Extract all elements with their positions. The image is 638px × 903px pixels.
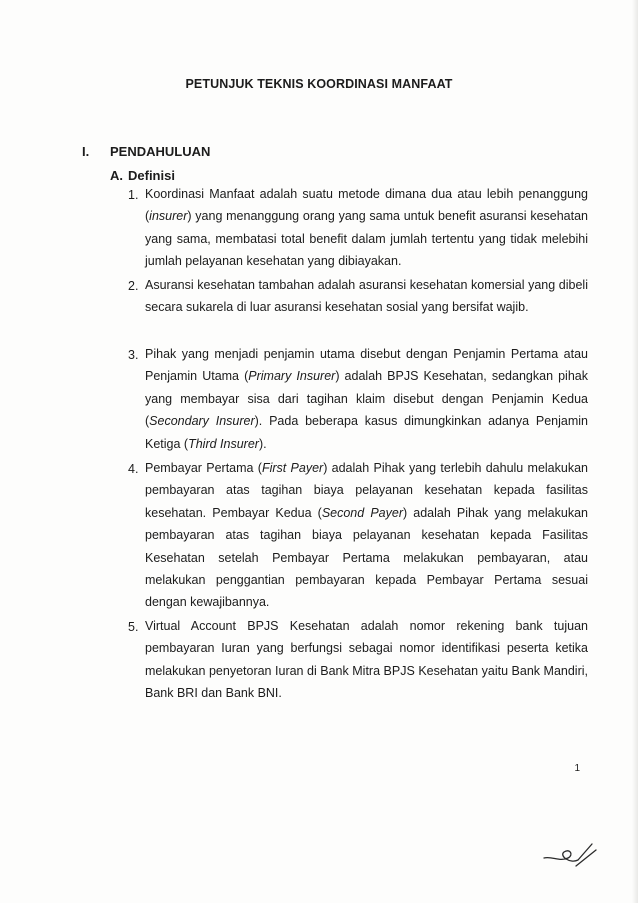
item-number: 2.	[128, 279, 139, 293]
handwritten-paraf-signature	[540, 832, 600, 872]
item-text: Koordinasi Manfaat adalah suatu metode dimana dua atau lebih penanggung (insurer) yang menanggung orang yang sama untuk benefit asuransi kesehatan yang sama, membatasi total benefit dalam jumlah tertentu yang tidak melebihi jumlah pelayanan kesehatan yang dibiayakan.	[145, 187, 588, 269]
section-number: I.	[82, 144, 90, 159]
subsection-title: Definisi	[128, 168, 175, 183]
definition-item-3	[128, 348, 588, 455]
page-number: 1	[574, 763, 580, 774]
item-text: Virtual Account BPJS Kesehatan adalah nomor rekening bank tujuan pembayaran Iuran yang berfungsi sebagai nomor identifikasi peserta ketika melakukan penyetoran Iuran di Bank Mitra BPJS Kesehatan yaitu Bank Mandiri, Bank BRI dan Bank BNI.	[145, 619, 588, 701]
item-text: Pembayar Pertama (First Payer) adalah Pihak yang terlebih dahulu melakukan pembayaran atas tagihan biaya pelayanan kesehatan kepada fasilitas kesehatan. Pembayar Kedua (Second Payer) adalah Pihak yang melakukan pembayaran atas tagihan biaya pelayanan kesehatan kepada Fasilitas Kesehatan setelah Pembayar Pertama melakukan pembayaran, atau melakukan penggantian pembayaran kepada Pembayar Pertama sesuai dengan kewajibannya.	[145, 461, 588, 610]
item-number: 1.	[128, 188, 139, 202]
definition-item-5	[128, 620, 588, 705]
subsection-letter: A.	[110, 168, 123, 183]
item-number: 4.	[128, 462, 139, 476]
item-text: Pihak yang menjadi penjamin utama disebut dengan Penjamin Pertama atau Penjamin Utama (Primary Insurer) adalah BPJS Kesehatan, sedangkan pihak yang membayar sisa dari tagihan klaim disebut dengan Penjamin Kedua (Secondary Insurer). Pada beberapa kasus dimungkinkan adanya Penjamin Ketiga (Third Insurer).	[145, 347, 588, 451]
definition-item-2	[128, 279, 588, 319]
section-title: PENDAHULUAN	[110, 144, 211, 159]
item-text: Asuransi kesehatan tambahan adalah asuransi kesehatan komersial yang dibeli secara sukarela di luar asuransi kesehatan sosial yang bersifat wajib.	[145, 278, 588, 315]
definition-item-4	[128, 462, 588, 614]
item-number: 5.	[128, 620, 139, 634]
document-title: PETUNJUK TEKNIS KOORDINASI MANFAAT	[185, 77, 453, 91]
item-number: 3.	[128, 348, 139, 362]
definition-item-1	[128, 188, 588, 273]
page-edge-shadow	[632, 0, 638, 903]
